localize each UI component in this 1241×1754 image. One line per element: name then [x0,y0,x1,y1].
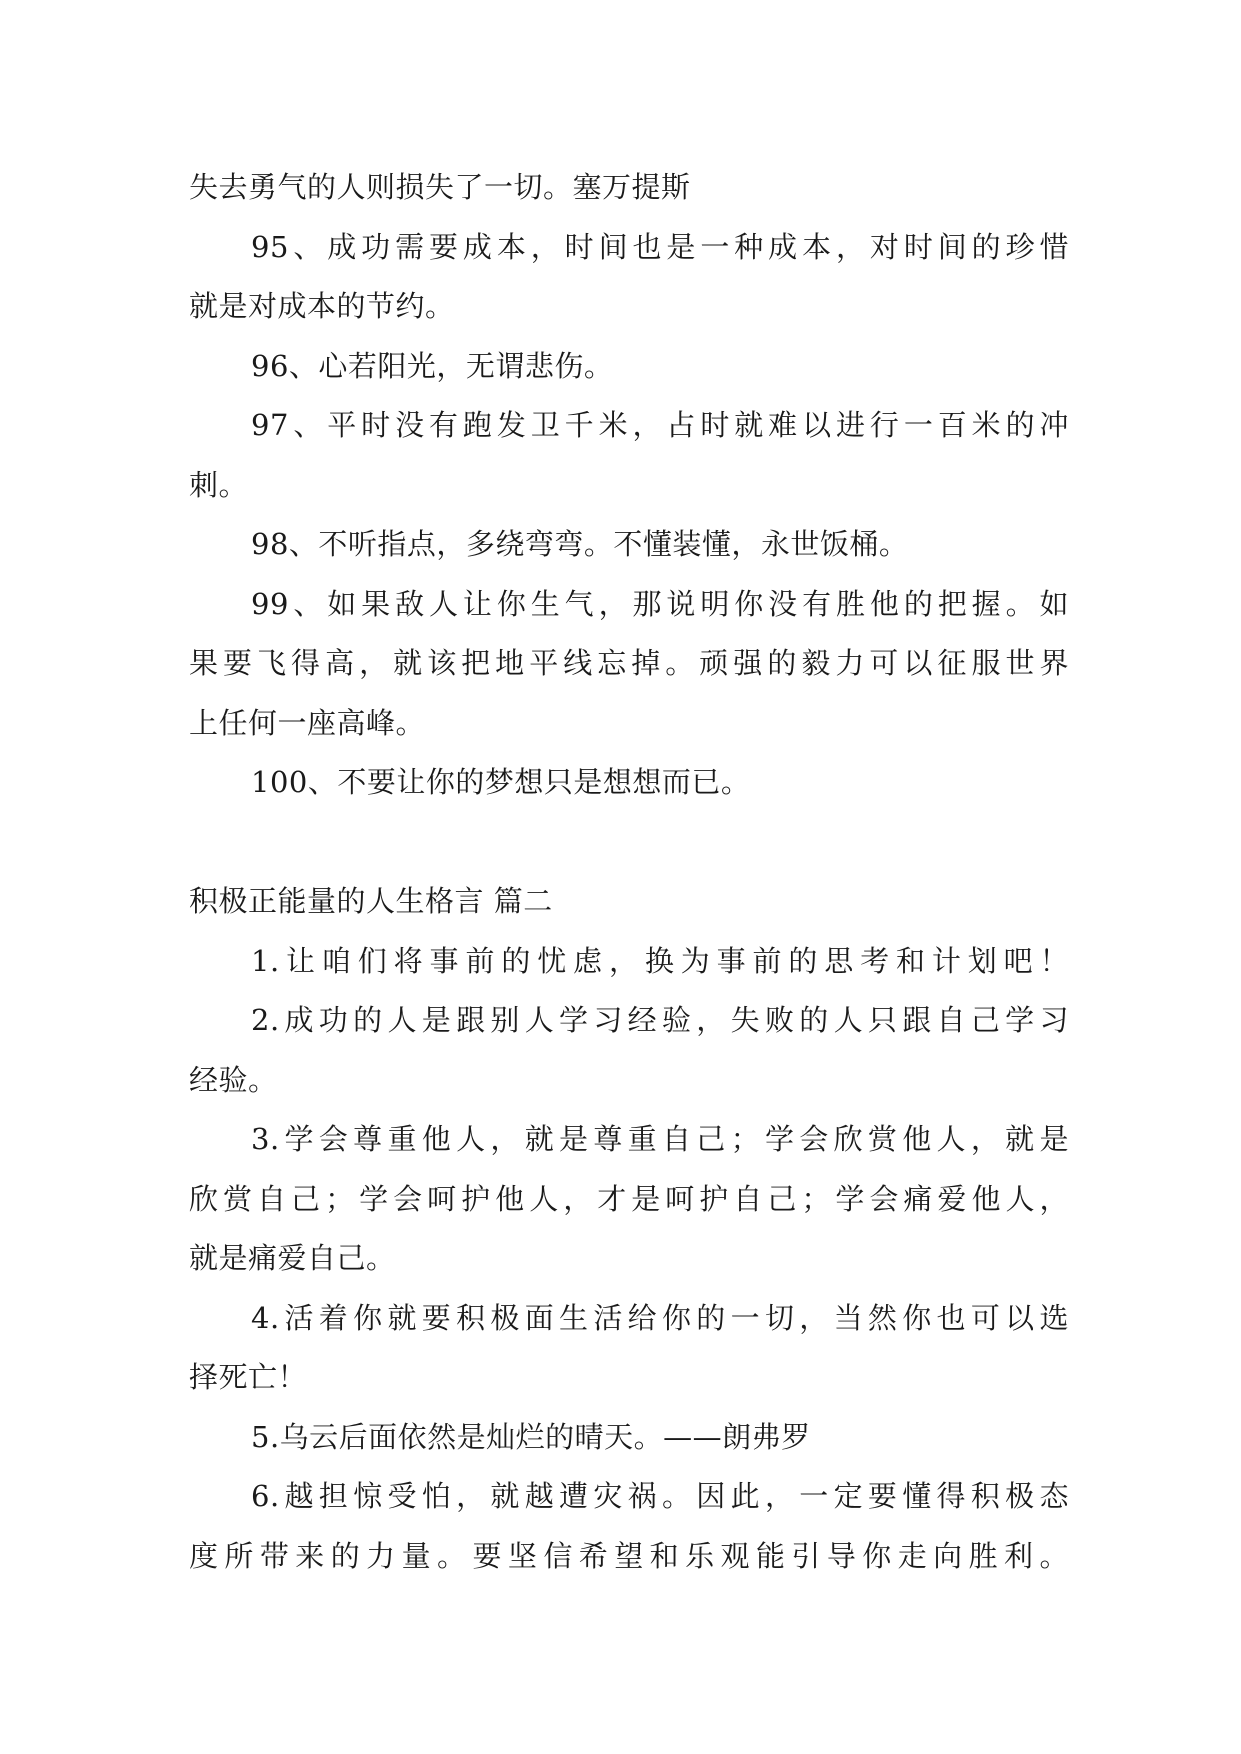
text-line: 99、如果敌人让你生气，那说明你没有胜他的把握。如 [251,586,1069,621]
text-line: 就是痛爱自己。 [189,1241,396,1275]
text-line: 经验。 [189,1062,278,1097]
text-line: 96、心若阳光，无谓悲伤。 [251,348,614,383]
text-line: 上任何一座高峰。 [189,705,426,740]
text-line: 刺。 [189,467,249,502]
text-line: 100、不要让你的梦想只是想想而已。 [251,765,751,799]
text-line: 97、平时没有跑发卫千米，占时就难以进行一百米的冲 [251,408,1069,442]
text-line: 98、不听指点，多绕弯弯。不懂装懂，永世饭桶。 [251,527,909,561]
text-line: 欣赏自己；学会呵护他人，才是呵护自己；学会痛爱他人， [189,1181,1069,1216]
text-line: 3.学会尊重他人，就是尊重自己；学会欣赏他人，就是 [251,1122,1069,1156]
text-line: 95、成功需要成本，时间也是一种成本，对时间的珍惜 [251,229,1069,264]
section-heading: 积极正能量的人生格言 篇二 [189,884,553,918]
text-line: 2.成功的人是跟别人学习经验，失败的人只跟自己学习 [251,1003,1069,1037]
text-line: 择死亡！ [189,1360,308,1394]
text-line: 就是对成本的节约。 [189,289,455,323]
paragraph-gap [189,813,1069,873]
text-line: 度所带来的力量。要坚信希望和乐观能引导你走向胜利。 [189,1538,1069,1573]
text-line: 失去勇气的人则损失了一切。塞万提斯 [189,170,691,204]
text-line: 4.活着你就要积极面生活给你的一切，当然你也可以选 [251,1300,1069,1335]
document-page [189,158,1069,1586]
text-line: 果要飞得高，就该把地平线忘掉。顽强的毅力可以征服世界 [189,646,1069,680]
text-line: 6.越担惊受怕，就越遭灾祸。因此，一定要懂得积极态 [251,1479,1069,1513]
text-line: 1.让咱们将事前的忧虑，换为事前的思考和计划吧！ [251,943,1069,978]
text-line: 5.乌云后面依然是灿烂的晴天。——朗弗罗 [251,1419,811,1454]
